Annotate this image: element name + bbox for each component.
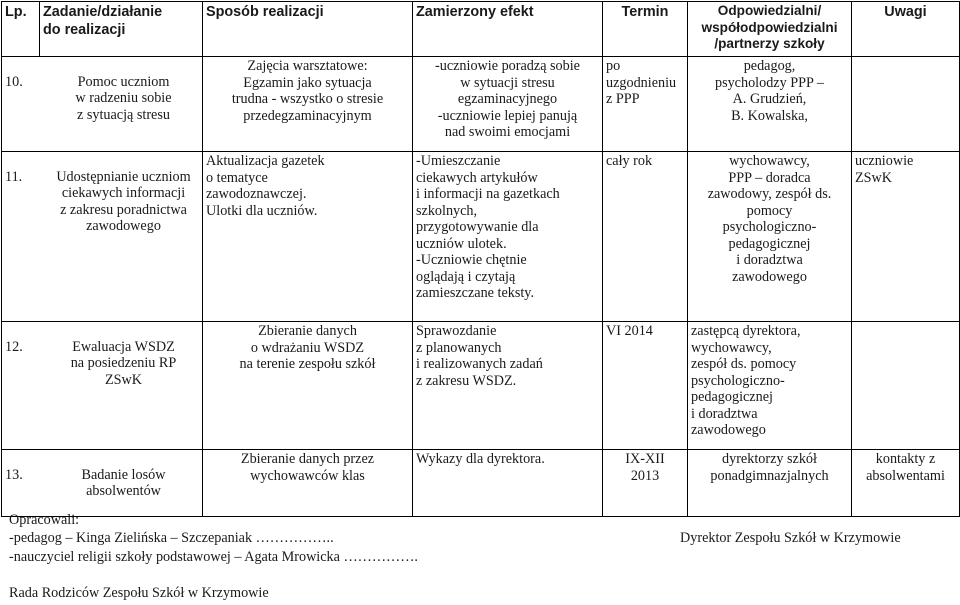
row-uwagi <box>852 322 960 450</box>
header-lp: Lp. <box>2 2 40 57</box>
table-row <box>2 152 960 322</box>
row-zadanie: Udostępnianie uczniom ciekawych informacji z zakresu poradnictwa zawodowego <box>56 168 191 234</box>
row-efekt: Sprawozdanie z planowanych i realizowanych zadań z zakresu WSDZ. <box>413 322 603 450</box>
row-odpowiedzialni: wychowawcy, PPP – doradca zawodowy, zespół ds. pomocy psychologiczno- pedagogicznej i doradztwa zawodowego <box>688 152 852 322</box>
row-lp: 13. <box>5 466 23 483</box>
plan-table <box>1 1 960 517</box>
row-zadanie: Pomoc uczniom w radzeniu sobie z sytuacją stresu <box>75 73 172 123</box>
table-row <box>2 57 960 152</box>
footer-opracowali: Opracowali: <box>9 512 80 528</box>
row-lp-zadanie <box>2 322 203 450</box>
table-row <box>2 322 960 450</box>
header-uwagi: Uwagi <box>852 2 960 57</box>
header-odpowiedzialni: Odpowiedzialni/ współodpowiedzialni /partnerzy szkoły <box>688 2 852 57</box>
footer-pedagog: -pedagog – Kinga Zielińska – Szczepaniak …………….. <box>9 530 334 546</box>
header-row <box>2 2 960 57</box>
row-zadanie: Badanie losów absolwentów <box>81 466 166 499</box>
row-termin: IX-XII 2013 <box>603 450 688 517</box>
row-lp-zadanie <box>2 450 203 517</box>
row-termin: cały rok <box>603 152 688 322</box>
row-lp-zadanie <box>2 152 203 322</box>
footer-nauczyciel: -nauczyciel religii szkoły podstawowej – Agata Mrowicka ……………. <box>9 549 418 565</box>
table-row <box>2 450 960 517</box>
row-sposob: Aktualizacja gazetek o tematyce zawodoznawczej. Ulotki dla uczniów. <box>203 152 413 322</box>
row-odpowiedzialni: dyrektorzy szkół ponadgimnazjalnych <box>688 450 852 517</box>
row-uwagi: kontakty z absolwentami <box>852 450 960 517</box>
header-termin: Termin <box>603 2 688 57</box>
header-efekt: Zamierzony efekt <box>413 2 603 57</box>
row-zadanie: Ewaluacja WSDZ na posiedzeniu RP ZSwK <box>70 338 177 388</box>
row-odpowiedzialni: zastępcą dyrektora, wychowawcy, zespół ds. pomocy psychologiczno- pedagogicznej i doradztwa zawodowego <box>688 322 852 450</box>
row-efekt: Wykazy dla dyrektora. <box>413 450 603 517</box>
row-termin: VI 2014 <box>603 322 688 450</box>
row-termin: po uzgodnieniu z PPP <box>603 57 688 152</box>
footer-dyrektor: Dyrektor Zespołu Szkół w Krzymowie <box>680 530 901 546</box>
row-sposob: Zbieranie danych przez wychowawców klas <box>203 450 413 517</box>
row-lp-zadanie <box>2 57 203 152</box>
row-sposob: Zbieranie danych o wdrażaniu WSDZ na terenie zespołu szkół <box>203 322 413 450</box>
row-lp: 10. <box>5 73 23 90</box>
row-efekt: -uczniowie poradzą sobie w sytuacji stresu egzaminacyjnego -uczniowie lepiej panują nad swoimi emocjami <box>413 57 603 152</box>
row-lp: 12. <box>5 338 23 355</box>
row-uwagi <box>852 57 960 152</box>
row-efekt: -Umieszczanie ciekawych artykułów i informacji na gazetkach szkolnych, przygotowywanie dla uczniów ulotek. -Uczniowie chętnie oglądają i czytają zamieszczane teksty. <box>413 152 603 322</box>
header-sposob: Sposób realizacji <box>203 2 413 57</box>
row-sposob: Zajęcia warsztatowe: Egzamin jako sytuacja trudna - wszystko o stresie przedegzaminacyjnym <box>203 57 413 152</box>
row-uwagi: uczniowie ZSwK <box>852 152 960 322</box>
header-zadanie: Zadanie/działanie do realizacji <box>40 2 203 57</box>
footer-rada: Rada Rodziców Zespołu Szkół w Krzymowie <box>9 585 269 601</box>
row-odpowiedzialni: pedagog, psycholodzy PPP – A. Grudzień, B. Kowalska, <box>688 57 852 152</box>
row-lp: 11. <box>5 168 23 185</box>
